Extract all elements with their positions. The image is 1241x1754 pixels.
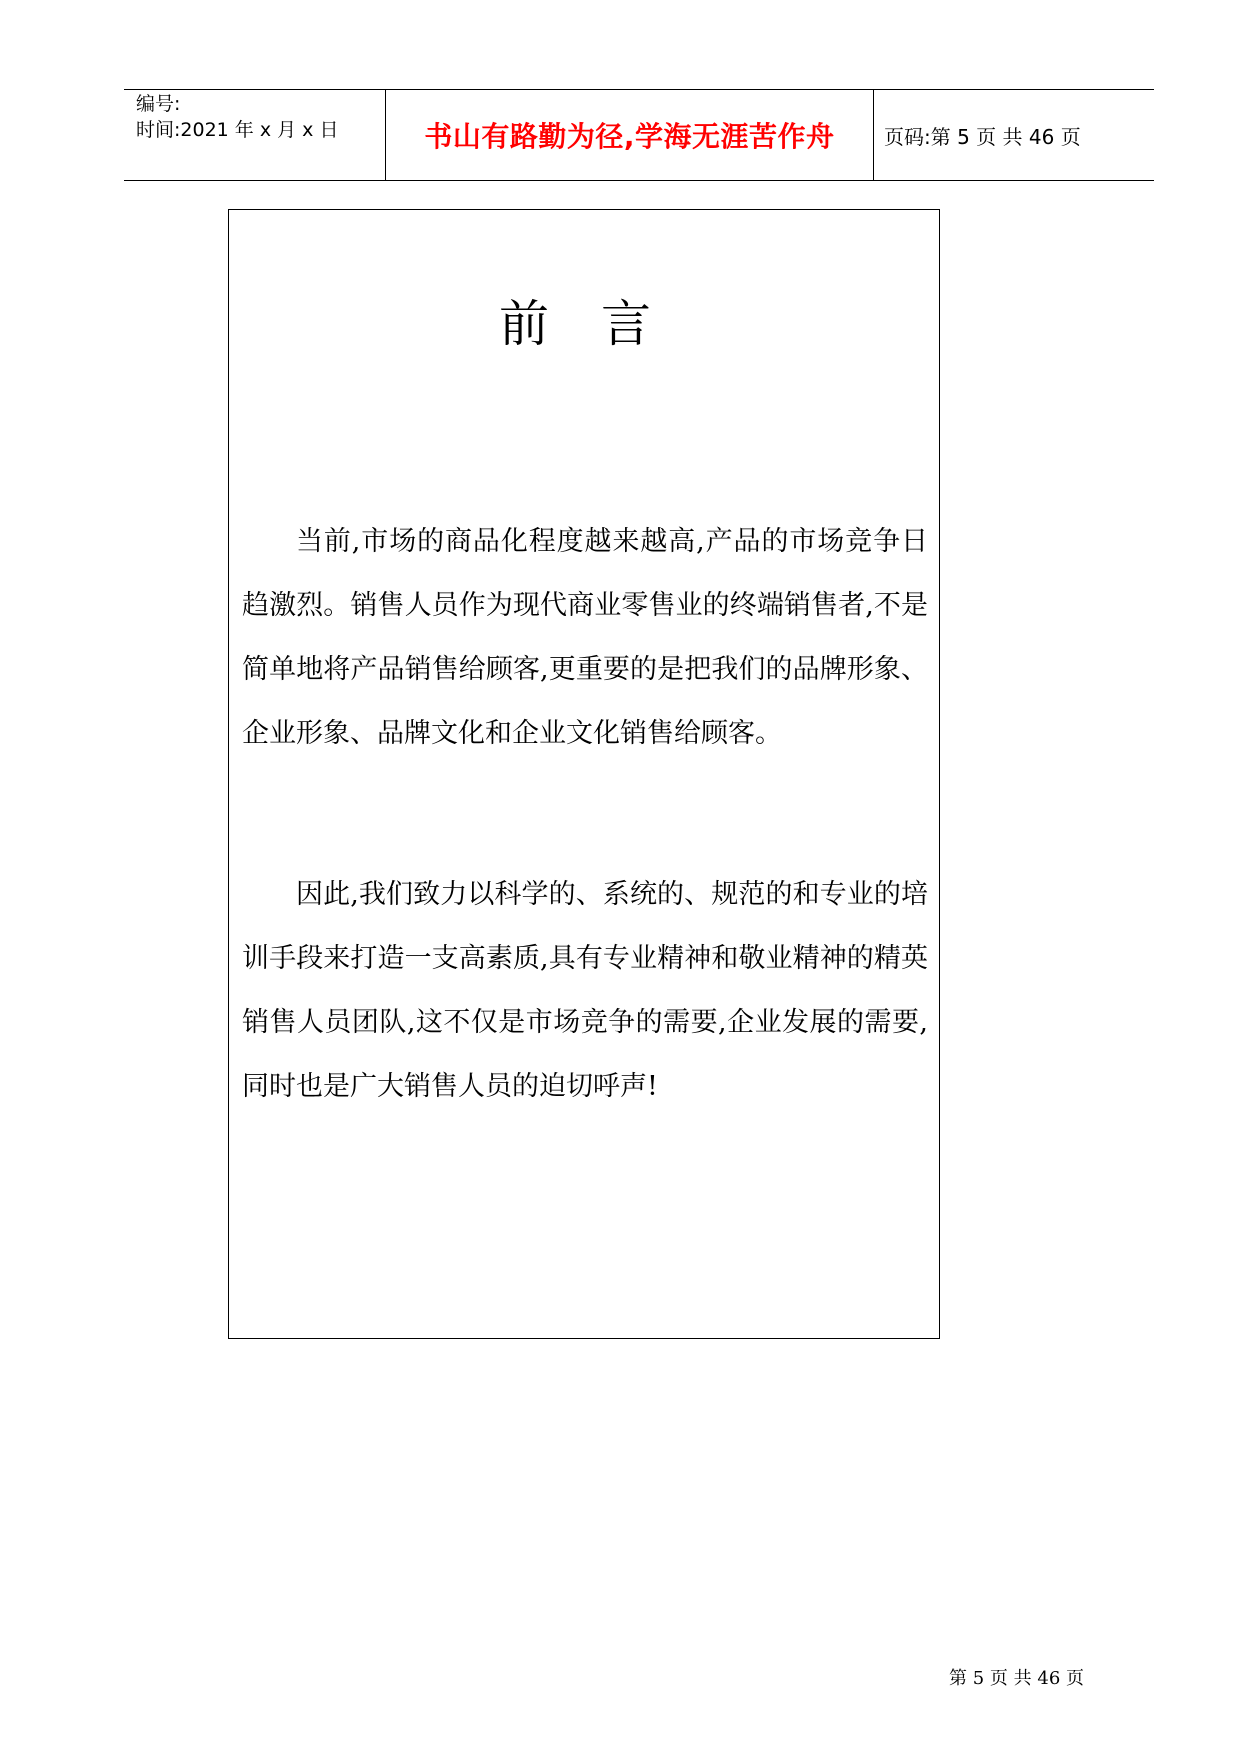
page-footer-number: 第 5 页 共 46 页 [949, 1668, 1084, 1689]
header-motto-cell [386, 90, 874, 180]
document-number-label: 编号: [136, 93, 181, 115]
preface-frame [228, 209, 940, 1339]
page-title: 前 言 [499, 295, 669, 353]
preface-paragraph-1: 当前,市场的商品化程度越来越高,产品的市场竞争日趋激烈。销售人员作为现代商业零售业的终端销售者,不是简单地将产品销售给顾客,更重要的是把我们的品牌形象、企业形象、品牌文化和企业文化销售给顾客。 [242, 526, 928, 749]
preface-paragraph-2: 因此,我们致力以科学的、系统的、规范的和专业的培训手段来打造一支高素质,具有专业精神和敬业精神的精英销售人员团队,这不仅是市场竞争的需要,企业发展的需要,同时也是广大销售人员的迫切呼声! [242, 879, 928, 1102]
header-meta-cell [124, 90, 386, 180]
header-motto: 书山有路勤为径,学海无涯苦作舟 [424, 120, 835, 153]
header-page-cell [874, 90, 1154, 180]
document-date-label: 时间:2021 年 x 月 x 日 [136, 119, 339, 141]
header-page-info: 页码:第 5 页 共 46 页 [884, 124, 1081, 149]
page-header [124, 89, 1154, 181]
